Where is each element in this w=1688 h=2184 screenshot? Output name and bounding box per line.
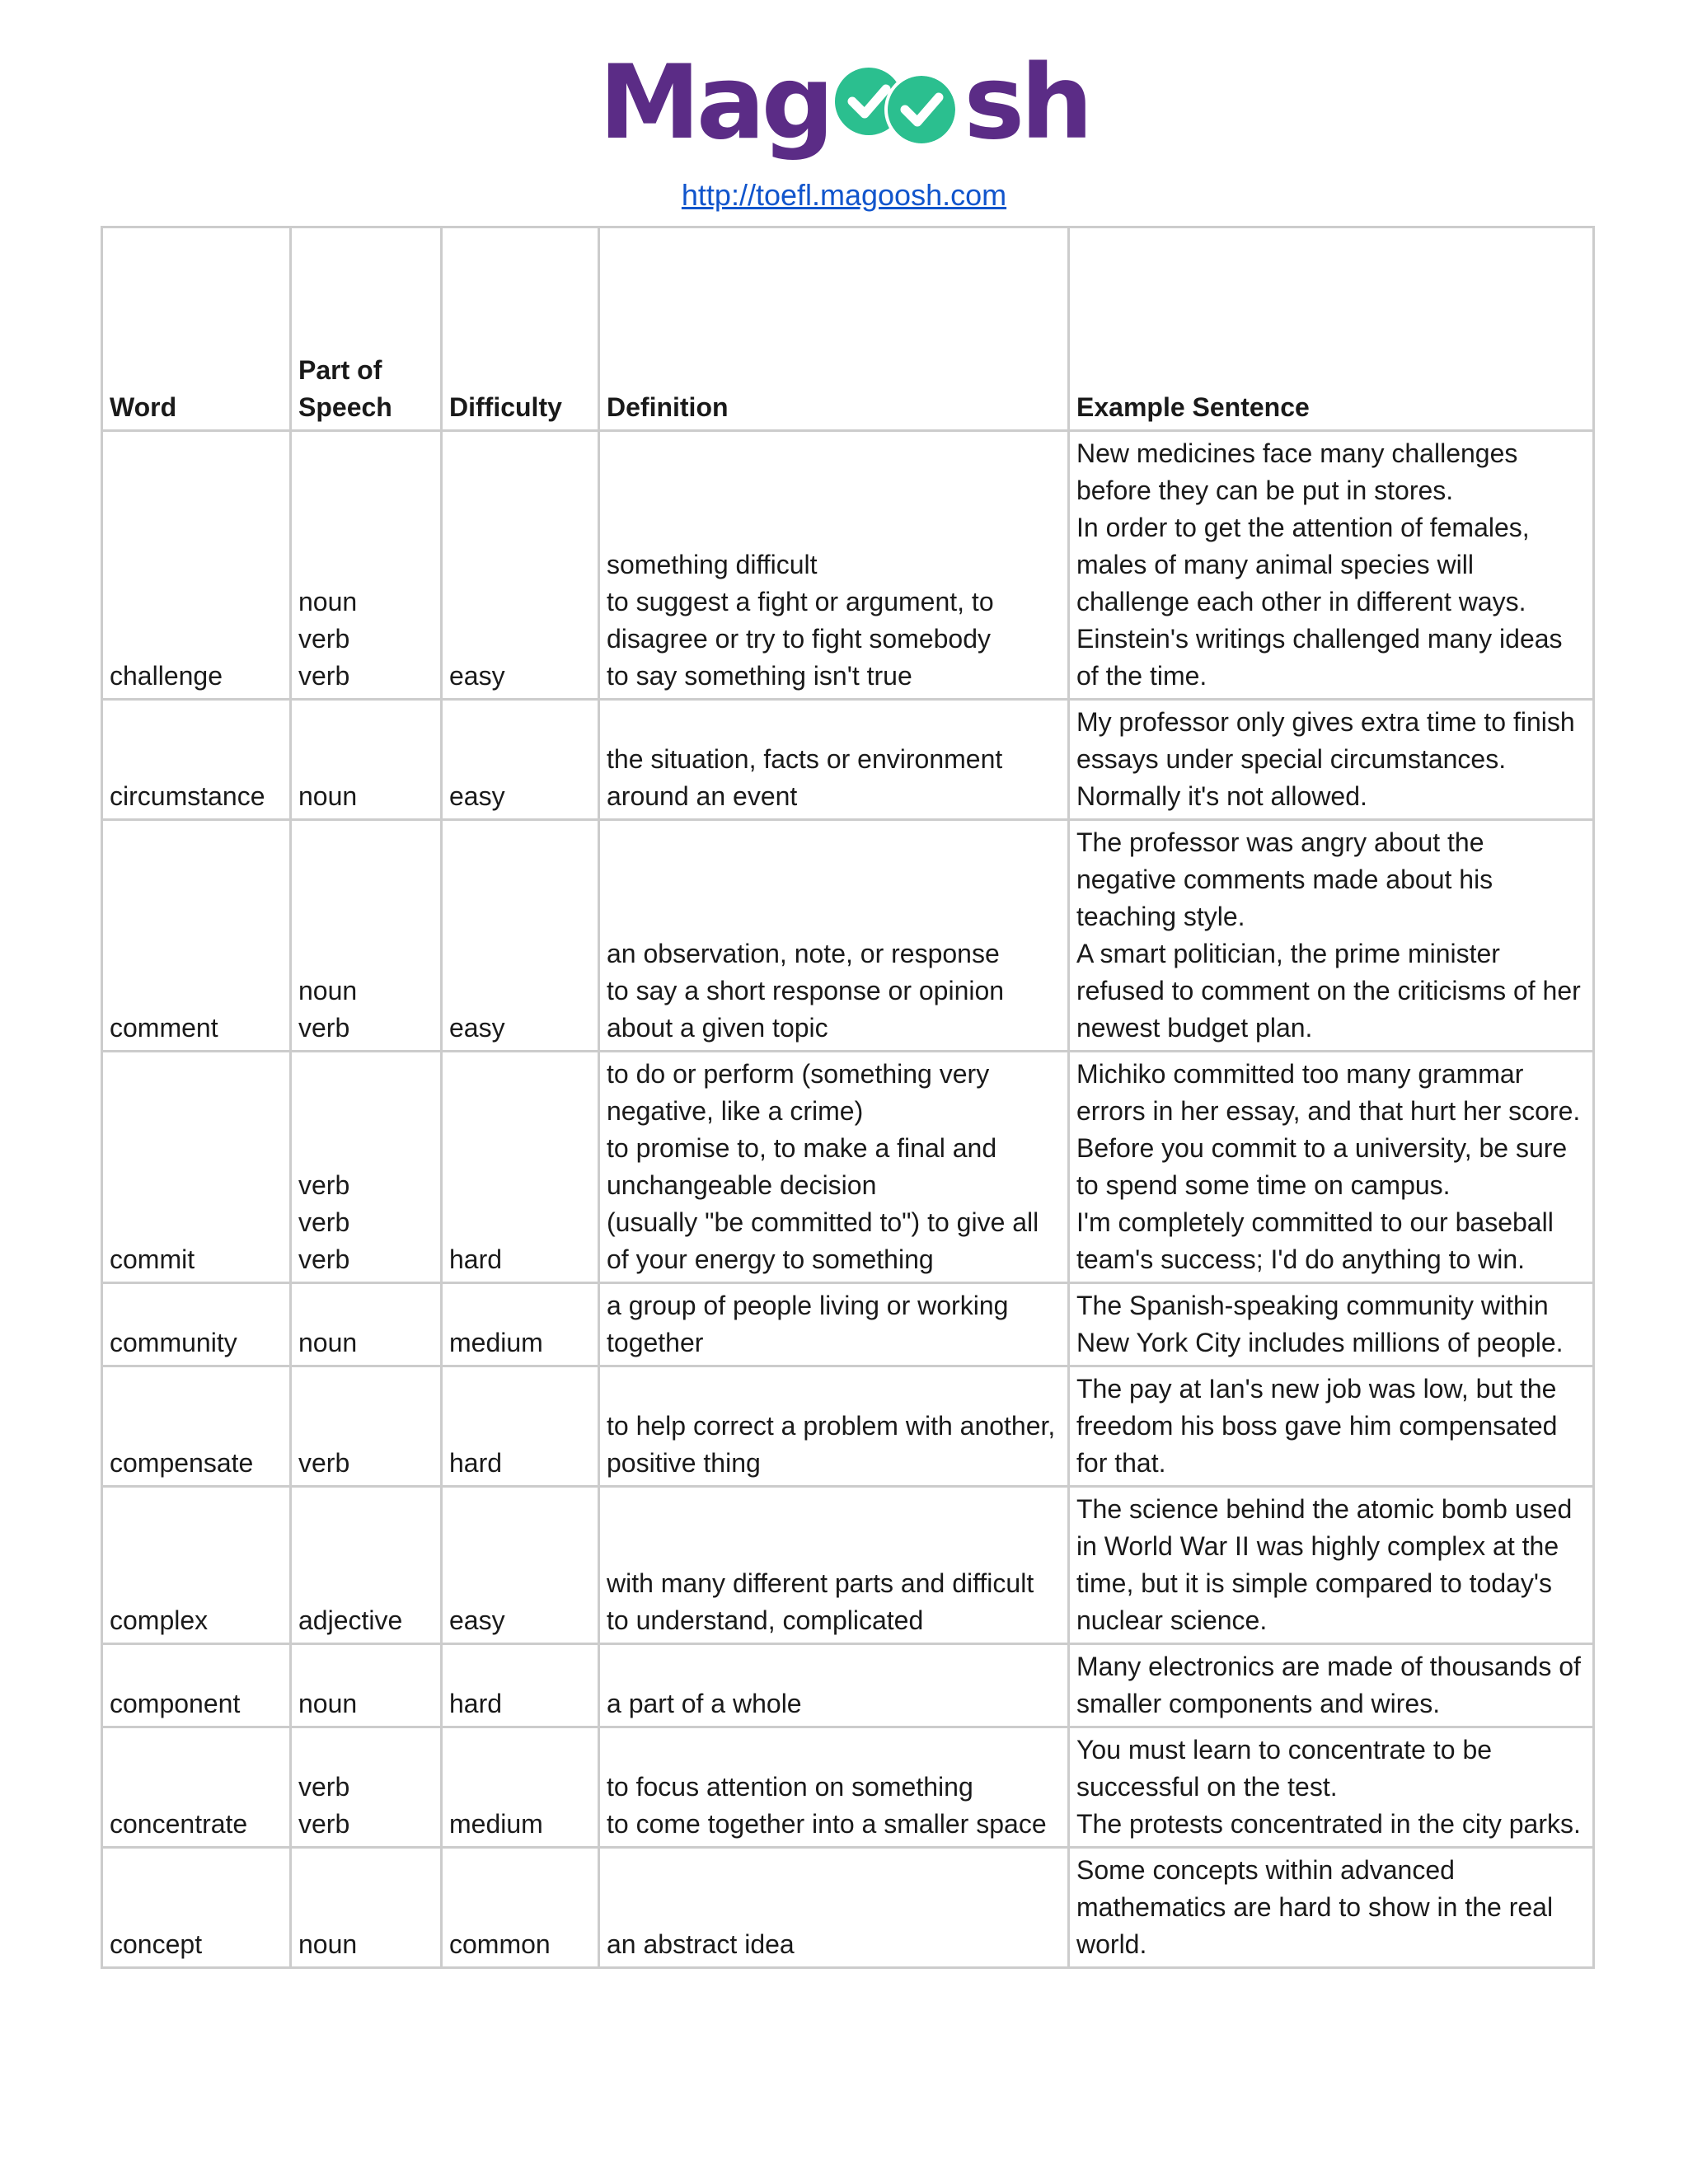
header-definition: Definition [599, 227, 1069, 431]
cell-part-of-speech: verb verb [291, 1727, 442, 1848]
magoosh-logo [598, 44, 1090, 162]
table-row [102, 1487, 1594, 1644]
cell-example: My professor only gives extra time to finish essays under special circumstances. Normally it's not allowed. [1069, 700, 1594, 820]
cell-part-of-speech: adjective [291, 1487, 442, 1644]
cell-example: Many electronics are made of thousands of smaller components and wires. [1069, 1644, 1594, 1727]
cell-difficulty: easy [442, 1487, 599, 1644]
cell-example: Some concepts within advanced mathematics are hard to show in the real world. [1069, 1848, 1594, 1968]
cell-example: You must learn to concentrate to be successful on the test. The protests concentrated in the city parks. [1069, 1727, 1594, 1848]
table-row [102, 431, 1594, 700]
cell-difficulty: easy [442, 431, 599, 700]
cell-difficulty: medium [442, 1727, 599, 1848]
cell-word: complex [102, 1487, 291, 1644]
cell-difficulty: hard [442, 1052, 599, 1283]
cell-definition: a part of a whole [599, 1644, 1069, 1727]
cell-word: compensate [102, 1366, 291, 1487]
table-row [102, 820, 1594, 1052]
double-check-icon [832, 56, 962, 150]
cell-word: community [102, 1283, 291, 1366]
cell-difficulty: easy [442, 820, 599, 1052]
cell-part-of-speech: verb verb verb [291, 1052, 442, 1283]
page-header [0, 44, 1688, 213]
table-row [102, 1283, 1594, 1366]
cell-part-of-speech: noun [291, 1848, 442, 1968]
cell-difficulty: hard [442, 1366, 599, 1487]
cell-difficulty: easy [442, 700, 599, 820]
header-example-sentence: Example Sentence [1069, 227, 1594, 431]
cell-difficulty: hard [442, 1644, 599, 1727]
cell-example: Michiko committed too many grammar errors in her essay, and that hurt her score. Before you commit to a university, be sure to spend some time on campus. I'm completely committed to our baseball team's success; I'd do anything to win. [1069, 1052, 1594, 1283]
cell-difficulty: common [442, 1848, 599, 1968]
cell-example: The science behind the atomic bomb used in World War II was highly complex at the time, but it is simple compared to today's nuclear science. [1069, 1487, 1594, 1644]
table-row [102, 1644, 1594, 1727]
cell-definition: an abstract idea [599, 1848, 1069, 1968]
table-header-row [102, 227, 1594, 431]
cell-definition: to help correct a problem with another, positive thing [599, 1366, 1069, 1487]
cell-definition: to do or perform (something very negative, like a crime) to promise to, to make a final and unchangeable decision (usually "be committed to") to give all of your energy to something [599, 1052, 1069, 1283]
logo-text-right: sh [964, 44, 1090, 162]
cell-definition: with many different parts and difficult to understand, complicated [599, 1487, 1069, 1644]
cell-part-of-speech: noun [291, 1644, 442, 1727]
cell-part-of-speech: noun verb [291, 820, 442, 1052]
cell-part-of-speech: noun [291, 1283, 442, 1366]
table-row [102, 1366, 1594, 1487]
cell-example: The Spanish-speaking community within New York City includes millions of people. [1069, 1283, 1594, 1366]
cell-word: concept [102, 1848, 291, 1968]
cell-example: The pay at Ian's new job was low, but the freedom his boss gave him compensated for that. [1069, 1366, 1594, 1487]
cell-example: The professor was angry about the negative comments made about his teaching style. A smart politician, the prime minister refused to comment on the criticisms of her newest budget plan. [1069, 820, 1594, 1052]
cell-definition: something difficult to suggest a fight or argument, to disagree or try to fight somebody to say something isn't true [599, 431, 1069, 700]
cell-part-of-speech: verb [291, 1366, 442, 1487]
vocabulary-table [101, 226, 1595, 1969]
logo-text-left: Mag [598, 44, 831, 162]
table-row [102, 1052, 1594, 1283]
cell-definition: a group of people living or working together [599, 1283, 1069, 1366]
table-row [102, 1727, 1594, 1848]
cell-word: concentrate [102, 1727, 291, 1848]
cell-word: component [102, 1644, 291, 1727]
cell-part-of-speech: noun [291, 700, 442, 820]
cell-part-of-speech: noun verb verb [291, 431, 442, 700]
header-difficulty: Difficulty [442, 227, 599, 431]
cell-word: circumstance [102, 700, 291, 820]
cell-word: challenge [102, 431, 291, 700]
cell-definition: to focus attention on something to come together into a smaller space [599, 1727, 1069, 1848]
table-row [102, 700, 1594, 820]
cell-word: comment [102, 820, 291, 1052]
cell-definition: the situation, facts or environment around an event [599, 700, 1069, 820]
header-part-of-speech: Part of Speech [291, 227, 442, 431]
cell-example: New medicines face many challenges before they can be put in stores. In order to get the attention of females, males of many animal species will challenge each other in different ways. Einstein's writings challenged many ideas of the time. [1069, 431, 1594, 700]
cell-definition: an observation, note, or response to say a short response or opinion about a given topic [599, 820, 1069, 1052]
cell-word: commit [102, 1052, 291, 1283]
header-word: Word [102, 227, 291, 431]
table-row [102, 1848, 1594, 1968]
site-url-link[interactable]: http://toefl.magoosh.com [681, 178, 1007, 212]
cell-difficulty: medium [442, 1283, 599, 1366]
